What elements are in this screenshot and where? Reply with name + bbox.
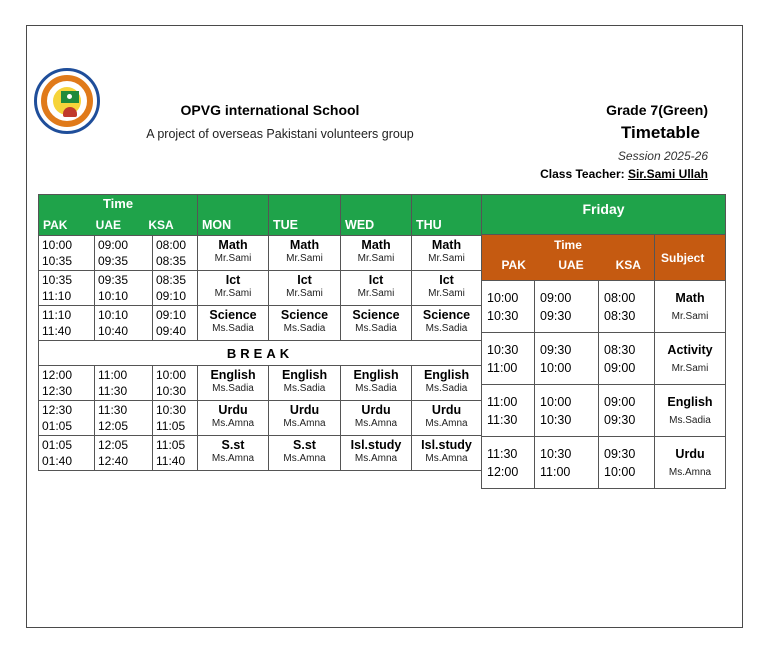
- friday-row: [482, 437, 726, 489]
- subject-name: Ict: [368, 273, 384, 287]
- subject-name: Science: [280, 308, 329, 322]
- weekly-timetable: [38, 194, 482, 471]
- teacher-name: Ms.Sadia: [212, 323, 254, 334]
- end-time: 12:00: [487, 464, 519, 479]
- subject-name: Urdu: [431, 403, 462, 417]
- end-time: 10:30: [156, 384, 187, 398]
- time-cell-ksa: [153, 271, 198, 306]
- teacher-name: Ms.Amna: [211, 453, 255, 464]
- end-time: 01:40: [42, 454, 73, 468]
- class-cell: [198, 236, 269, 271]
- class-cell: [412, 306, 482, 341]
- school-subtitle: A project of overseas Pakistani volunteers group: [146, 127, 414, 141]
- start-time: 10:35: [42, 273, 73, 287]
- subject-name: Math: [361, 238, 391, 252]
- class-teacher-label: Class Teacher:: [540, 167, 628, 181]
- table-row: [39, 436, 482, 471]
- start-time: 11:30: [98, 403, 128, 417]
- table-row: [39, 366, 482, 401]
- friday-time-cell-ksa: [599, 281, 655, 333]
- time-cell-uae: [95, 366, 153, 401]
- end-time: 12:40: [98, 454, 129, 468]
- teacher-name: Ms.Sadia: [425, 323, 468, 334]
- teacher-name: Mr.Sami: [428, 253, 465, 264]
- subject-name: Isl.study: [421, 438, 472, 452]
- class-cell: [341, 366, 412, 401]
- time-header: [39, 195, 198, 236]
- end-time: 10:10: [98, 289, 129, 303]
- teacher-name: Ms.Sadia: [355, 383, 397, 394]
- teacher-name: Ms.Amna: [425, 418, 468, 429]
- start-time: 12:30: [42, 403, 73, 417]
- class-teacher-name: Sir.Sami Ullah: [627, 167, 708, 181]
- subject-name: Urdu: [675, 446, 705, 461]
- class-cell: [412, 366, 482, 401]
- class-cell: [412, 271, 482, 306]
- start-time: 08:35: [156, 273, 187, 287]
- friday-time-header: [482, 235, 655, 281]
- teacher-name: Mr.Sami: [428, 288, 465, 299]
- friday-time-label: Time: [554, 238, 582, 252]
- zone-ksa: KSA: [148, 218, 174, 232]
- class-cell: [198, 366, 269, 401]
- session-label: Session 2025-26: [617, 149, 708, 163]
- teacher-name: Ms.Amna: [354, 453, 398, 464]
- subject-name: Urdu: [361, 403, 391, 417]
- end-time: 01:05: [42, 419, 73, 433]
- teacher-name: Mr.Sami: [214, 253, 252, 264]
- start-time: 11:10: [42, 308, 72, 322]
- subject-name: English: [353, 368, 399, 382]
- start-time: 10:30: [540, 446, 572, 461]
- teacher-name: Ms.Amna: [211, 418, 255, 429]
- teacher-name: Ms.Sadia: [283, 323, 326, 334]
- subject-name: Ict: [297, 273, 312, 287]
- subject-name: English: [281, 368, 328, 382]
- break-row: [39, 341, 482, 366]
- teacher-name: Ms.Amna: [425, 453, 468, 464]
- friday-time-cell-pak: [482, 385, 535, 437]
- start-time: 09:30: [604, 446, 636, 461]
- time-label: Time: [102, 196, 134, 211]
- start-time: 11:00: [487, 394, 518, 409]
- teacher-name: Mr.Sami: [671, 310, 709, 322]
- class-cell: [198, 306, 269, 341]
- friday-time-cell-uae: [535, 333, 599, 385]
- time-cell-uae: [95, 271, 153, 306]
- class-cell: [269, 306, 341, 341]
- class-cell: [412, 236, 482, 271]
- start-time: 10:30: [487, 342, 519, 357]
- end-time: 11:00: [487, 360, 518, 375]
- day-header-mon: MON: [198, 195, 269, 236]
- subject-name: Urdu: [218, 403, 248, 417]
- end-time: 10:35: [42, 254, 73, 268]
- class-cell: [341, 306, 412, 341]
- class-cell: [198, 436, 269, 471]
- teacher-name: Ms.Sadia: [355, 323, 397, 334]
- end-time: 10:30: [487, 308, 519, 323]
- time-cell-uae: [95, 436, 153, 471]
- friday-zone-pak: PAK: [501, 258, 526, 272]
- day-header-thu: THU: [412, 195, 482, 236]
- subject-name: Math: [289, 238, 320, 252]
- subject-name: Science: [422, 308, 471, 322]
- end-time: 10:40: [98, 324, 129, 338]
- start-time: 09:35: [98, 273, 129, 287]
- start-time: 08:00: [604, 290, 636, 305]
- start-time: 09:10: [156, 308, 187, 322]
- teacher-name: Mr.Sami: [214, 288, 252, 299]
- subject-name: English: [667, 394, 713, 409]
- end-time: 10:00: [540, 360, 572, 375]
- time-cell-ksa: [153, 436, 198, 471]
- start-time: 12:00: [42, 368, 73, 382]
- class-cell: [198, 401, 269, 436]
- time-cell-uae: [95, 236, 153, 271]
- teacher-name: Mr.Sami: [286, 288, 323, 299]
- time-cell-pak: [39, 306, 95, 341]
- teacher-name: Ms.Amna: [668, 466, 712, 478]
- end-time: 09:40: [156, 324, 187, 338]
- class-cell: [412, 401, 482, 436]
- end-time: 09:30: [540, 308, 572, 323]
- end-time: 11:00: [540, 464, 571, 479]
- start-time: 12:05: [98, 438, 129, 452]
- friday-time-cell-pak: [482, 437, 535, 489]
- friday-time-cell-pak: [482, 333, 535, 385]
- subject-name: Math: [218, 238, 248, 252]
- start-time: 10:00: [156, 368, 187, 382]
- end-time: 11:40: [42, 324, 72, 338]
- friday-time-cell-ksa: [599, 437, 655, 489]
- end-time: 10:00: [604, 464, 636, 479]
- start-time: 10:00: [540, 394, 572, 409]
- class-cell: [412, 436, 482, 471]
- start-time: 10:30: [156, 403, 187, 417]
- friday-class-cell: [655, 385, 726, 437]
- friday-class-cell: [655, 281, 726, 333]
- friday-zone-uae: UAE: [558, 258, 584, 272]
- end-time: 09:10: [156, 289, 187, 303]
- start-time: 11:30: [487, 446, 518, 461]
- friday-time-cell-pak: [482, 281, 535, 333]
- friday-time-cell-ksa: [599, 385, 655, 437]
- subject-name: Science: [209, 308, 257, 322]
- teacher-name: Ms.Sadia: [669, 414, 711, 426]
- teacher-name: Ms.Sadia: [212, 383, 254, 394]
- time-cell-ksa: [153, 306, 198, 341]
- teacher-name: Ms.Sadia: [425, 383, 468, 394]
- time-cell-pak: [39, 236, 95, 271]
- subject-name: Isl.study: [350, 438, 402, 452]
- time-cell-pak: [39, 436, 95, 471]
- table-row: [39, 236, 482, 271]
- subject-name: Urdu: [289, 403, 320, 417]
- friday-timetable: [481, 194, 726, 489]
- time-cell-uae: [95, 306, 153, 341]
- friday-time-cell-uae: [535, 281, 599, 333]
- start-time: 10:10: [98, 308, 129, 322]
- start-time: 10:00: [487, 290, 519, 305]
- subject-name: Ict: [439, 273, 454, 287]
- teacher-name: Ms.Amna: [354, 418, 398, 429]
- start-time: 10:00: [42, 238, 73, 252]
- zone-pak: PAK: [43, 218, 68, 232]
- class-cell: [198, 271, 269, 306]
- table-row: [39, 306, 482, 341]
- end-time: 11:30: [487, 412, 518, 427]
- class-cell: [341, 271, 412, 306]
- friday-subject-header: Subject: [655, 235, 726, 281]
- subject-name: Science: [352, 308, 400, 322]
- subject-name: S.st: [293, 438, 316, 452]
- end-time: 08:30: [604, 308, 636, 323]
- time-cell-pak: [39, 271, 95, 306]
- subject-name: English: [423, 368, 470, 382]
- zone-uae: UAE: [95, 218, 122, 232]
- subject-name: Math: [675, 290, 705, 305]
- end-time: 08:35: [156, 254, 187, 268]
- time-cell-ksa: [153, 236, 198, 271]
- end-time: 09:30: [604, 412, 636, 427]
- time-cell-pak: [39, 366, 95, 401]
- class-teacher: [470, 167, 708, 181]
- friday-time-cell-uae: [535, 385, 599, 437]
- start-time: 11:05: [156, 438, 186, 452]
- friday-class-cell: [655, 333, 726, 385]
- teacher-name: Ms.Amna: [283, 418, 326, 429]
- end-time: 11:05: [156, 419, 186, 433]
- subject-name: English: [210, 368, 256, 382]
- end-time: 09:35: [98, 254, 129, 268]
- time-cell-ksa: [153, 366, 198, 401]
- start-time: 11:00: [98, 368, 128, 382]
- start-time: 01:05: [42, 438, 73, 452]
- class-cell: [341, 236, 412, 271]
- day-header-tue: TUE: [269, 195, 341, 236]
- teacher-name: Ms.Sadia: [283, 383, 326, 394]
- friday-title: Friday: [482, 195, 726, 235]
- friday-row: [482, 385, 726, 437]
- time-cell-pak: [39, 401, 95, 436]
- break-label: BREAK: [39, 341, 482, 366]
- start-time: 09:00: [540, 290, 572, 305]
- day-header-wed: WED: [341, 195, 412, 236]
- end-time: 12:30: [42, 384, 73, 398]
- class-cell: [341, 436, 412, 471]
- table-row: [39, 271, 482, 306]
- end-time: 11:30: [98, 384, 128, 398]
- time-cell-uae: [95, 401, 153, 436]
- friday-time-cell-ksa: [599, 333, 655, 385]
- school-name: OPVG international School: [180, 102, 360, 118]
- end-time: 09:00: [604, 360, 636, 375]
- class-cell: [341, 401, 412, 436]
- teacher-name: Mr.Sami: [357, 253, 395, 264]
- class-cell: [269, 366, 341, 401]
- end-time: 10:30: [540, 412, 572, 427]
- page-title: Timetable: [620, 123, 700, 142]
- teacher-name: Ms.Amna: [283, 453, 326, 464]
- teacher-name: Mr.Sami: [286, 253, 323, 264]
- table-row: [39, 401, 482, 436]
- teacher-name: Mr.Sami: [671, 362, 709, 374]
- friday-zone-ksa: KSA: [615, 258, 641, 272]
- grade-label: Grade 7(Green): [606, 102, 708, 118]
- friday-row: [482, 333, 726, 385]
- start-time: 08:00: [156, 238, 187, 252]
- subject-name: Math: [431, 238, 462, 252]
- start-time: 09:00: [604, 394, 636, 409]
- subject-name: Ict: [225, 273, 241, 287]
- start-time: 08:30: [604, 342, 636, 357]
- end-time: 11:10: [42, 289, 72, 303]
- class-cell: [269, 401, 341, 436]
- subject-name: Activity: [667, 342, 713, 357]
- start-time: 09:00: [98, 238, 129, 252]
- friday-class-cell: [655, 437, 726, 489]
- class-cell: [269, 236, 341, 271]
- subject-name: S.st: [221, 438, 245, 452]
- start-time: 09:30: [540, 342, 572, 357]
- end-time: 11:40: [156, 454, 186, 468]
- class-cell: [269, 271, 341, 306]
- friday-row: [482, 281, 726, 333]
- friday-time-cell-uae: [535, 437, 599, 489]
- school-emblem-icon: [34, 68, 100, 134]
- time-cell-ksa: [153, 401, 198, 436]
- class-cell: [269, 436, 341, 471]
- end-time: 12:05: [98, 419, 129, 433]
- teacher-name: Mr.Sami: [357, 288, 395, 299]
